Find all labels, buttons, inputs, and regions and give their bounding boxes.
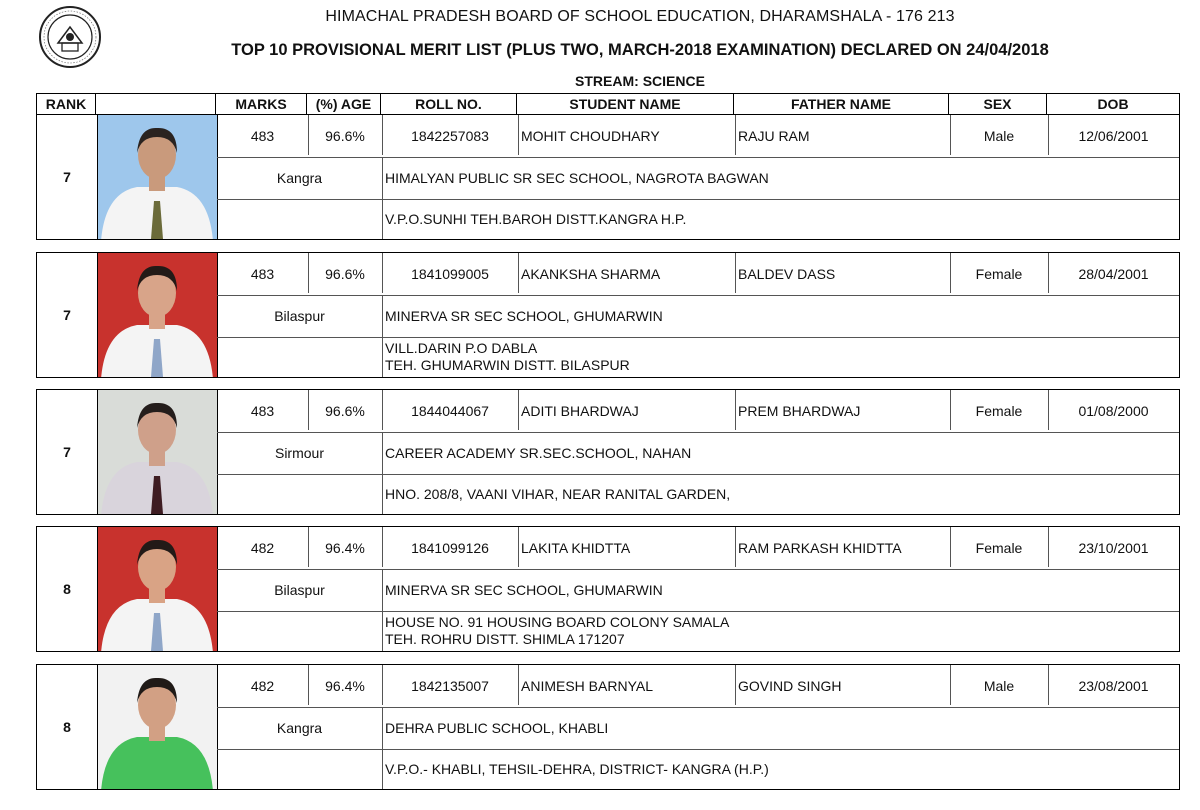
address-line: HOUSE NO. 91 HOUSING BOARD COLONY SAMALA — [385, 614, 730, 630]
student-name: MOHIT CHOUDHARY — [521, 128, 660, 144]
percent-value: 96.4% — [325, 540, 365, 556]
student-name: ADITI BHARDWAJ — [521, 403, 639, 419]
roll-number: 1842135007 — [411, 678, 489, 694]
student-photo — [97, 253, 217, 377]
sex-value: Female — [975, 266, 1023, 282]
stream-label: STREAM: SCIENCE — [575, 73, 705, 89]
percent-value: 96.6% — [325, 128, 365, 144]
percent-value: 96.6% — [325, 403, 365, 419]
marks-value: 483 — [250, 128, 275, 144]
rank-value: 7 — [63, 307, 71, 323]
sex-value: Male — [983, 678, 1015, 694]
address-line: TEH. ROHRU DISTT. SHIMLA 171207 — [385, 631, 625, 647]
col-percent: (%) AGE — [307, 93, 381, 115]
father-name: PREM BHARDWAJ — [738, 403, 861, 419]
col-student-name: STUDENT NAME — [517, 93, 734, 115]
district-value: Kangra — [276, 170, 323, 186]
dob-value: 28/04/2001 — [1078, 266, 1149, 282]
district-value: Bilaspur — [274, 308, 325, 324]
roll-number: 1841099005 — [411, 266, 489, 282]
marks-value: 482 — [250, 540, 275, 556]
roll-number: 1844044067 — [411, 403, 489, 419]
col-rank: RANK — [36, 93, 96, 115]
rank-value: 7 — [63, 169, 71, 185]
roll-number: 1841099126 — [411, 540, 489, 556]
student-name: AKANKSHA SHARMA — [521, 266, 661, 282]
student-name: ANIMESH BARNYAL — [521, 678, 653, 694]
student-photo — [97, 115, 217, 239]
address-block — [382, 474, 1179, 514]
merit-list-title: TOP 10 PROVISIONAL MERIT LIST (PLUS TWO, MARCH-2018 EXAMINATION) DECLARED ON 24/04/2018 — [231, 41, 1049, 59]
father-name: RAM PARKASH KHIDTTA — [738, 540, 902, 556]
col-sex: SEX — [949, 93, 1047, 115]
rank-value: 7 — [63, 444, 71, 460]
student-record — [36, 114, 1180, 240]
district-value: Kangra — [276, 720, 323, 736]
col-marks: MARKS — [216, 93, 307, 115]
roll-number: 1842257083 — [411, 128, 489, 144]
marks-value: 483 — [250, 403, 275, 419]
address-line: V.P.O.SUNHI TEH.BAROH DISTT.KANGRA H.P. — [385, 210, 687, 227]
student-name: LAKITA KHIDTTA — [521, 540, 631, 556]
father-name: BALDEV DASS — [738, 266, 836, 282]
col-roll: ROLL NO. — [381, 93, 517, 115]
col-photo — [96, 93, 216, 115]
district-value: Sirmour — [274, 445, 324, 461]
address-block — [382, 337, 1179, 377]
student-photo — [97, 527, 217, 651]
dob-value: 12/06/2001 — [1078, 128, 1149, 144]
board-title: HIMACHAL PRADESH BOARD OF SCHOOL EDUCATION, DHARAMSHALA - 176 213 — [325, 8, 955, 25]
father-name: RAJU RAM — [738, 128, 810, 144]
sex-value: Male — [983, 128, 1015, 144]
district-value: Bilaspur — [274, 582, 325, 598]
school-name: CAREER ACADEMY SR.SEC.SCHOOL, NAHAN — [385, 445, 692, 461]
col-dob: DOB — [1047, 93, 1180, 115]
percent-value: 96.4% — [325, 678, 365, 694]
address-line: VILL.DARIN P.O DABLA — [385, 340, 538, 356]
student-record — [36, 252, 1180, 378]
marks-value: 483 — [250, 266, 275, 282]
board-seal-logo — [38, 5, 102, 69]
rank-value: 8 — [63, 719, 71, 735]
rank-value: 8 — [63, 581, 71, 597]
address-line: HNO. 208/8, VAANI VIHAR, NEAR RANITAL GARDEN, — [385, 485, 731, 502]
school-name: MINERVA SR SEC SCHOOL, GHUMARWIN — [385, 582, 663, 598]
address-block — [382, 749, 1179, 789]
address-line: V.P.O.- KHABLI, TEHSIL-DEHRA, DISTRICT- KANGRA (H.P.) — [385, 760, 769, 777]
dob-value: 23/10/2001 — [1078, 540, 1149, 556]
student-record — [36, 664, 1180, 790]
dob-value: 01/08/2000 — [1078, 403, 1149, 419]
student-record — [36, 526, 1180, 652]
marks-value: 482 — [250, 678, 275, 694]
dob-value: 23/08/2001 — [1078, 678, 1149, 694]
student-record — [36, 389, 1180, 515]
address-line: TEH. GHUMARWIN DISTT. BILASPUR — [385, 357, 630, 373]
school-name: MINERVA SR SEC SCHOOL, GHUMARWIN — [385, 308, 663, 324]
school-name: HIMALYAN PUBLIC SR SEC SCHOOL, NAGROTA BAGWAN — [385, 170, 769, 186]
student-photo — [97, 390, 217, 514]
percent-value: 96.6% — [325, 266, 365, 282]
col-father-name: FATHER NAME — [734, 93, 949, 115]
address-block — [382, 199, 1179, 239]
student-photo — [97, 665, 217, 789]
school-name: DEHRA PUBLIC SCHOOL, KHABLI — [385, 720, 609, 736]
sex-value: Female — [975, 540, 1023, 556]
father-name: GOVIND SINGH — [738, 678, 842, 694]
address-block — [382, 611, 1179, 651]
sex-value: Female — [975, 403, 1023, 419]
